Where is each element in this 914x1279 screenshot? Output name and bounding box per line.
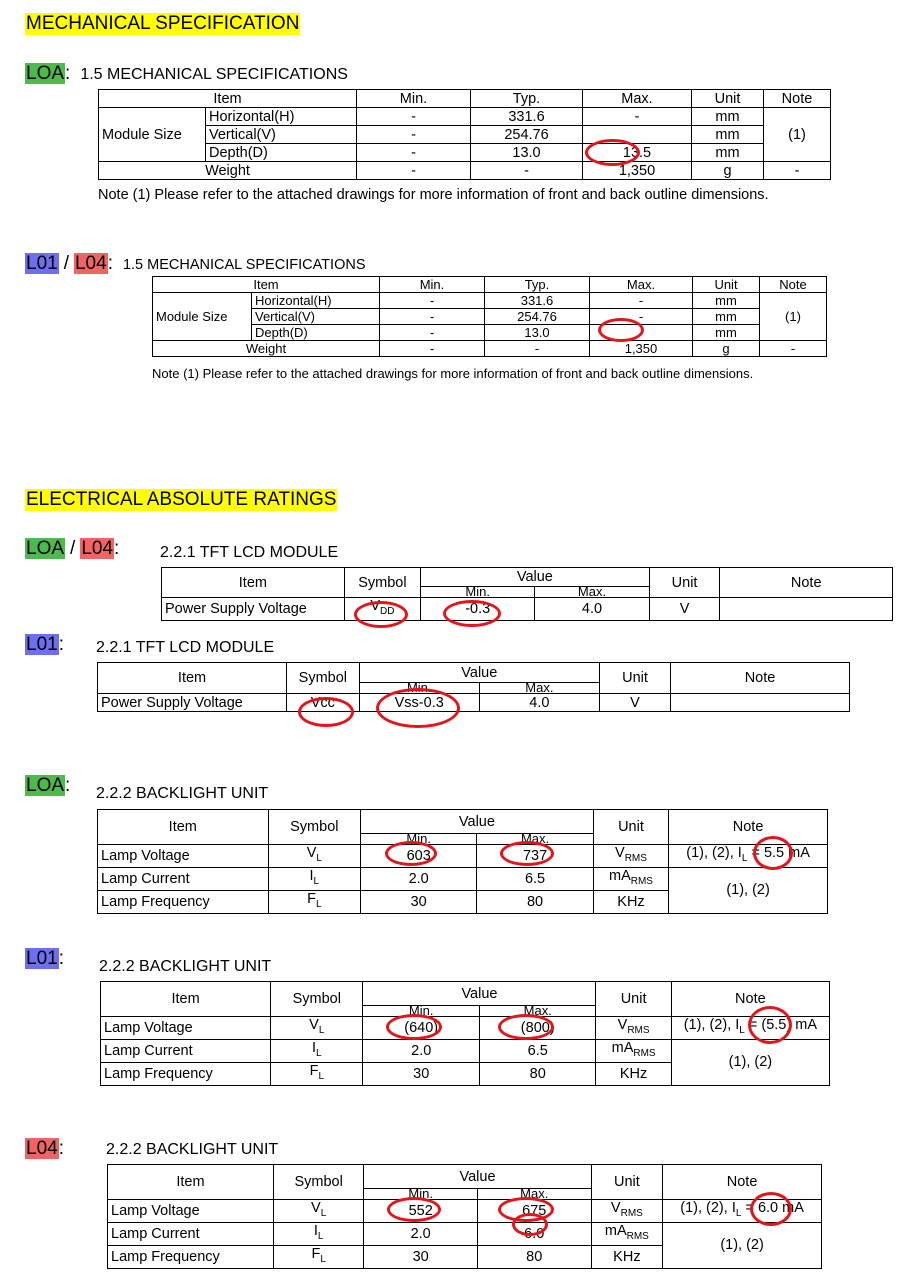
l04-bl-table	[107, 1164, 822, 1269]
slash: /	[63, 253, 69, 274]
hdr-note: Note	[671, 663, 850, 694]
row-v-name: Vertical(V)	[252, 309, 380, 325]
lamp-current-item: Lamp Current	[98, 867, 269, 890]
lamp-current-max: 6.5	[477, 867, 594, 890]
lamp-frequency-symbol: $F_L$	[273, 1245, 364, 1268]
hdr-unit: Unit	[593, 810, 668, 845]
hdr-item: Item	[98, 810, 269, 845]
row-h-unit: mm	[692, 108, 764, 126]
hdr-symbol: Symbol	[287, 663, 360, 694]
lamp-frequency-max: 80	[477, 890, 594, 913]
lamp-frequency-unit: KHz	[596, 1062, 671, 1085]
row-d-min: -	[380, 325, 485, 341]
lamp-current-symbol: $I_L$	[271, 1039, 363, 1062]
row-w-name: Weight	[99, 162, 357, 180]
size-note: (1)	[760, 293, 827, 341]
colon: :	[58, 948, 64, 969]
hdr-min: Min.	[421, 587, 535, 598]
psv-max: 4.0	[535, 598, 649, 621]
hdr-max: Max.	[477, 1189, 591, 1200]
lamp-current-unit: $mA_{RMS}$	[591, 1222, 663, 1245]
tag-loa: LOA	[26, 538, 65, 559]
l04-bl-label	[25, 1138, 64, 1160]
hdr-value: Value	[364, 1165, 591, 1189]
lamp-voltage-item: Lamp Voltage	[101, 1017, 271, 1040]
hdr-note: Note	[669, 810, 828, 845]
psv-note	[720, 598, 893, 621]
row-d-name: Depth(D)	[206, 144, 357, 162]
loa-l04-tft-label	[25, 538, 119, 560]
module-size-label: Module Size	[99, 108, 206, 162]
l01-tft-table	[97, 662, 850, 712]
hdr-value: Value	[361, 810, 594, 834]
loa-bl-heading: 2.2.2 BACKLIGHT UNIT	[96, 785, 269, 802]
tag-loa: LOA	[26, 63, 65, 84]
lamp-voltage-symbol: $V_L$	[268, 845, 360, 868]
hdr-value: Value	[359, 663, 599, 683]
psv-note	[671, 694, 850, 712]
loa-mech-label: LOA: 1.5 MECHANICAL SPECIFICATIONS	[26, 63, 348, 84]
row-v-max: -	[590, 309, 693, 325]
psv-symbol: Vcc	[287, 694, 360, 712]
loa-mech-table	[98, 89, 831, 180]
l01-bl-label	[25, 948, 64, 970]
lamp-voltage-max: 675	[477, 1200, 591, 1223]
row-v-typ: 254.76	[471, 126, 583, 144]
hdr-min: Min.	[380, 277, 485, 293]
psv-unit: V	[599, 694, 670, 712]
row-v-name: Vertical(V)	[206, 126, 357, 144]
hdr-item: Item	[98, 663, 287, 694]
hdr-item: Item	[99, 90, 357, 108]
hdr-item: Item	[108, 1165, 274, 1200]
lamp-frequency-item: Lamp Frequency	[108, 1245, 274, 1268]
lamp-note2: (1), (2)	[671, 1039, 829, 1085]
lamp-voltage-max: (800)	[479, 1017, 596, 1040]
lamp-voltage-min: (640)	[363, 1017, 480, 1040]
hdr-typ: Typ.	[485, 277, 590, 293]
tag-l04: L04	[81, 538, 114, 559]
row-v-min: -	[357, 126, 471, 144]
lamp-frequency-item: Lamp Frequency	[101, 1062, 271, 1085]
row-w-note: -	[764, 162, 831, 180]
tag-l04: L04	[26, 1138, 58, 1159]
hdr-note: Note	[720, 568, 893, 598]
psv-item: Power Supply Voltage	[162, 598, 345, 621]
lamp-voltage-note: (1), (2), $I_L = (5.5)$ mA	[671, 1017, 829, 1040]
loa-mech-heading: 1.5 MECHANICAL SPECIFICATIONS	[80, 66, 348, 83]
lamp-voltage-unit: $V_{RMS}$	[591, 1200, 663, 1223]
tag-l01: L01	[26, 948, 58, 969]
hdr-min: Min.	[364, 1189, 477, 1200]
row-d-unit: mm	[693, 325, 760, 341]
l01-mech-heading: 1.5 MECHANICAL SPECIFICATIONS	[122, 257, 366, 273]
module-size-label: Module Size	[153, 293, 252, 341]
hdr-max: Max.	[535, 587, 649, 598]
hdr-symbol: Symbol	[344, 568, 420, 598]
lamp-voltage-note: (1), (2), $I_L = 6.0$ mA	[663, 1200, 822, 1223]
hdr-max: Max.	[479, 683, 599, 694]
hdr-unit: Unit	[596, 982, 671, 1017]
row-w-max: 1,350	[590, 341, 693, 357]
lamp-note2: (1), (2)	[663, 1222, 822, 1268]
lamp-voltage-unit: $V_{RMS}$	[596, 1017, 671, 1040]
row-d-name: Depth(D)	[252, 325, 380, 341]
hdr-symbol: Symbol	[271, 982, 363, 1017]
row-h-unit: mm	[693, 293, 760, 309]
lamp-frequency-symbol: $F_L$	[271, 1062, 363, 1085]
psv-min: Vss-0.3	[359, 694, 479, 712]
loa-bl-label	[25, 775, 70, 797]
colon: :	[65, 775, 71, 796]
lamp-voltage-unit: $V_{RMS}$	[593, 845, 668, 868]
l04-bl-heading: 2.2.2 BACKLIGHT UNIT	[106, 1141, 279, 1158]
hdr-value: Value	[421, 568, 650, 587]
row-h-name: Horizontal(H)	[206, 108, 357, 126]
hdr-item: Item	[101, 982, 271, 1017]
lamp-current-min: 2.0	[361, 867, 477, 890]
lamp-frequency-unit: KHz	[591, 1245, 663, 1268]
hdr-note: Note	[671, 982, 829, 1017]
hdr-min: Min.	[357, 90, 471, 108]
row-w-typ: -	[485, 341, 590, 357]
row-v-unit: mm	[693, 309, 760, 325]
lamp-voltage-item: Lamp Voltage	[108, 1200, 274, 1223]
lamp-current-item: Lamp Current	[108, 1222, 274, 1245]
hdr-max: Max.	[479, 1006, 596, 1017]
colon: :	[58, 634, 64, 655]
section-title-electrical: ELECTRICAL ABSOLUTE RATINGS	[26, 489, 337, 510]
lamp-frequency-min: 30	[364, 1245, 477, 1268]
hdr-item: Item	[162, 568, 345, 598]
row-h-typ: 331.6	[485, 293, 590, 309]
row-v-min: -	[380, 309, 485, 325]
row-h-typ: 331.6	[471, 108, 583, 126]
lamp-current-unit: $mA_{RMS}$	[596, 1039, 671, 1062]
lamp-frequency-unit: KHz	[593, 890, 668, 913]
row-v-max	[583, 126, 692, 144]
lamp-current-min: 2.0	[363, 1039, 480, 1062]
lamp-note2: (1), (2)	[669, 867, 828, 913]
row-d-min: -	[357, 144, 471, 162]
lamp-current-symbol: $I_L$	[273, 1222, 364, 1245]
hdr-max: Max.	[590, 277, 693, 293]
l01-mech-table	[152, 276, 827, 357]
lamp-current-max: 6.0	[477, 1222, 591, 1245]
row-v-typ: 254.76	[485, 309, 590, 325]
lamp-voltage-max: 737	[477, 845, 594, 868]
row-w-unit: g	[693, 341, 760, 357]
row-w-min: -	[357, 162, 471, 180]
lamp-voltage-item: Lamp Voltage	[98, 845, 269, 868]
hdr-note: Note	[760, 277, 827, 293]
row-d-max: -	[590, 325, 693, 341]
loa-mech-footnote: Note (1) Please refer to the attached drawings for more information of front and back outline dimensions.	[98, 187, 769, 203]
slash: /	[70, 538, 76, 559]
colon: :	[114, 538, 120, 559]
l01-l04-mech-label: L01 / L04: 1.5 MECHANICAL SPECIFICATIONS	[26, 253, 366, 274]
row-v-unit: mm	[692, 126, 764, 144]
row-h-min: -	[357, 108, 471, 126]
hdr-symbol: Symbol	[268, 810, 360, 845]
lamp-voltage-symbol: $V_L$	[271, 1017, 363, 1040]
row-d-typ: 13.0	[485, 325, 590, 341]
lamp-voltage-min: 552	[364, 1200, 477, 1223]
lamp-current-unit: $mA_{RMS}$	[593, 867, 668, 890]
colon: :	[58, 1138, 64, 1159]
loa-tft-table	[161, 567, 893, 621]
psv-unit: V	[649, 598, 720, 621]
row-h-name: Horizontal(H)	[252, 293, 380, 309]
hdr-note: Note	[663, 1165, 822, 1200]
row-d-typ: 13.0	[471, 144, 583, 162]
hdr-unit: Unit	[591, 1165, 663, 1200]
lamp-frequency-max: 80	[477, 1245, 591, 1268]
lamp-voltage-note: (1), (2), $I_L = 5.5$ mA	[669, 845, 828, 868]
lamp-current-symbol: $I_L$	[268, 867, 360, 890]
row-h-min: -	[380, 293, 485, 309]
section-title-mechanical: MECHANICAL SPECIFICATION	[26, 13, 300, 34]
psv-min: -0.3	[421, 598, 535, 621]
hdr-min: Min.	[361, 834, 477, 845]
row-w-note: -	[760, 341, 827, 357]
l01-tft-heading: 2.2.1 TFT LCD MODULE	[96, 639, 275, 656]
l01-tft-label	[25, 634, 64, 656]
hdr-unit: Unit	[599, 663, 670, 694]
l01-bl-heading: 2.2.2 BACKLIGHT UNIT	[99, 958, 272, 975]
lamp-current-item: Lamp Current	[101, 1039, 271, 1062]
lamp-frequency-symbol: $F_L$	[268, 890, 360, 913]
lamp-current-min: 2.0	[364, 1222, 477, 1245]
hdr-max: Max.	[583, 90, 692, 108]
lamp-frequency-item: Lamp Frequency	[98, 890, 269, 913]
row-h-max: -	[583, 108, 692, 126]
row-w-min: -	[380, 341, 485, 357]
hdr-unit: Unit	[693, 277, 760, 293]
hdr-symbol: Symbol	[273, 1165, 364, 1200]
loa-tft-heading: 2.2.1 TFT LCD MODULE	[160, 544, 339, 561]
size-note: (1)	[764, 108, 831, 162]
lamp-voltage-min: 603	[361, 845, 477, 868]
l01-bl-table	[100, 981, 830, 1086]
hdr-min: Min.	[363, 1006, 480, 1017]
lamp-current-max: 6.5	[479, 1039, 596, 1062]
row-d-unit: mm	[692, 144, 764, 162]
hdr-max: Max.	[477, 834, 594, 845]
hdr-typ: Typ.	[471, 90, 583, 108]
row-w-max: 1,350	[583, 162, 692, 180]
row-w-name: Weight	[153, 341, 380, 357]
hdr-item: Item	[153, 277, 380, 293]
hdr-unit: Unit	[692, 90, 764, 108]
hdr-note: Note	[764, 90, 831, 108]
hdr-unit: Unit	[649, 568, 720, 598]
row-w-unit: g	[692, 162, 764, 180]
tag-l01: L01	[26, 634, 58, 655]
loa-bl-table	[97, 809, 828, 914]
hdr-value: Value	[363, 982, 596, 1006]
lamp-frequency-max: 80	[479, 1062, 596, 1085]
hdr-min: Min.	[359, 683, 479, 694]
tag-l04: L04	[74, 253, 107, 274]
row-h-max: -	[590, 293, 693, 309]
tag-l01: L01	[26, 253, 58, 274]
psv-symbol: $V_{DD}$	[344, 598, 420, 621]
row-d-max: 13.5	[583, 144, 692, 162]
lamp-frequency-min: 30	[363, 1062, 480, 1085]
tag-loa: LOA	[26, 775, 65, 796]
lamp-frequency-min: 30	[361, 890, 477, 913]
lamp-voltage-symbol: $V_L$	[273, 1200, 364, 1223]
psv-max: 4.0	[479, 694, 599, 712]
row-w-typ: -	[471, 162, 583, 180]
psv-item: Power Supply Voltage	[98, 694, 287, 712]
l01-mech-footnote: Note (1) Please refer to the attached drawings for more information of front and back outline dimensions.	[152, 366, 754, 381]
